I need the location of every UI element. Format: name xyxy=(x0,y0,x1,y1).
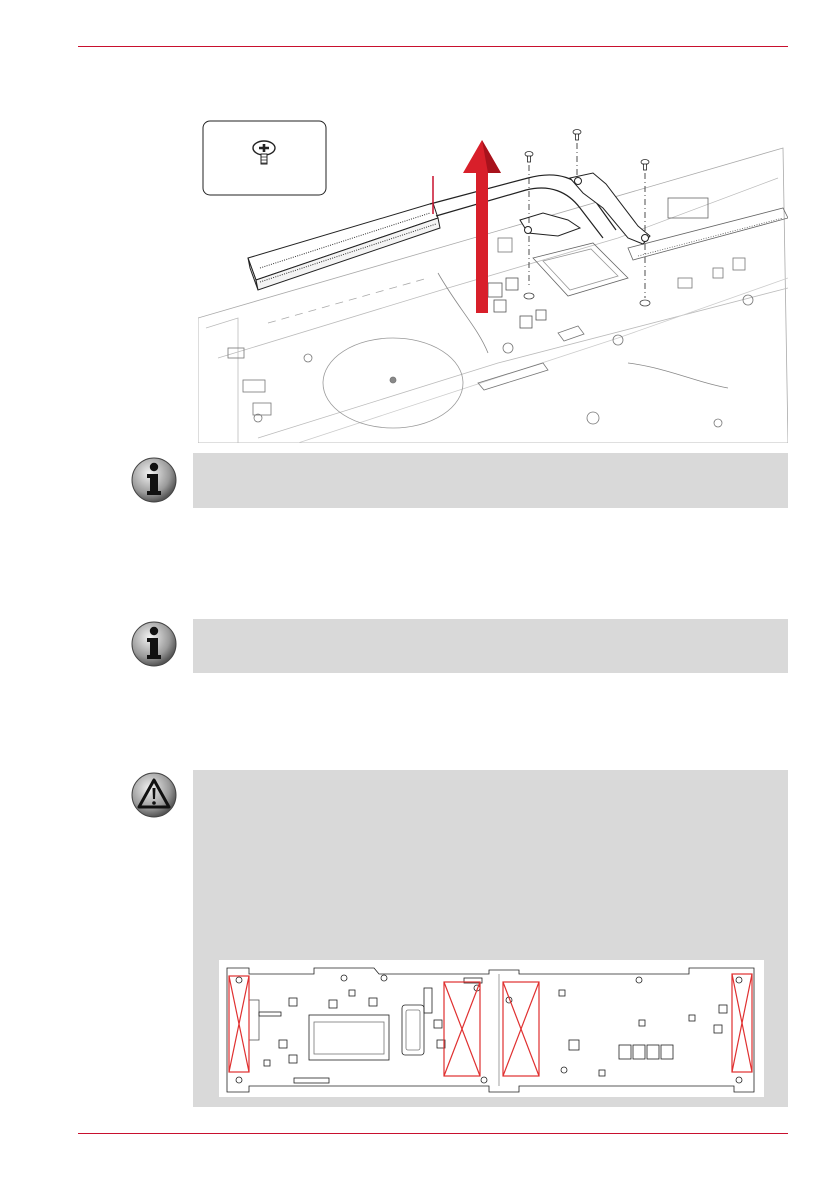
note-box xyxy=(193,453,788,508)
warning-triangle-icon xyxy=(130,771,178,819)
info-icon xyxy=(130,456,178,504)
header-rule xyxy=(78,46,788,47)
heatsink-removal-figure xyxy=(198,118,788,443)
system-board-diagram xyxy=(219,960,764,1097)
caution-box xyxy=(193,770,788,1107)
footer-rule xyxy=(78,1133,788,1134)
note-box xyxy=(193,619,788,673)
screw-callout-box xyxy=(203,121,326,195)
lift-up-arrow-icon xyxy=(463,140,501,313)
info-icon xyxy=(130,620,178,668)
